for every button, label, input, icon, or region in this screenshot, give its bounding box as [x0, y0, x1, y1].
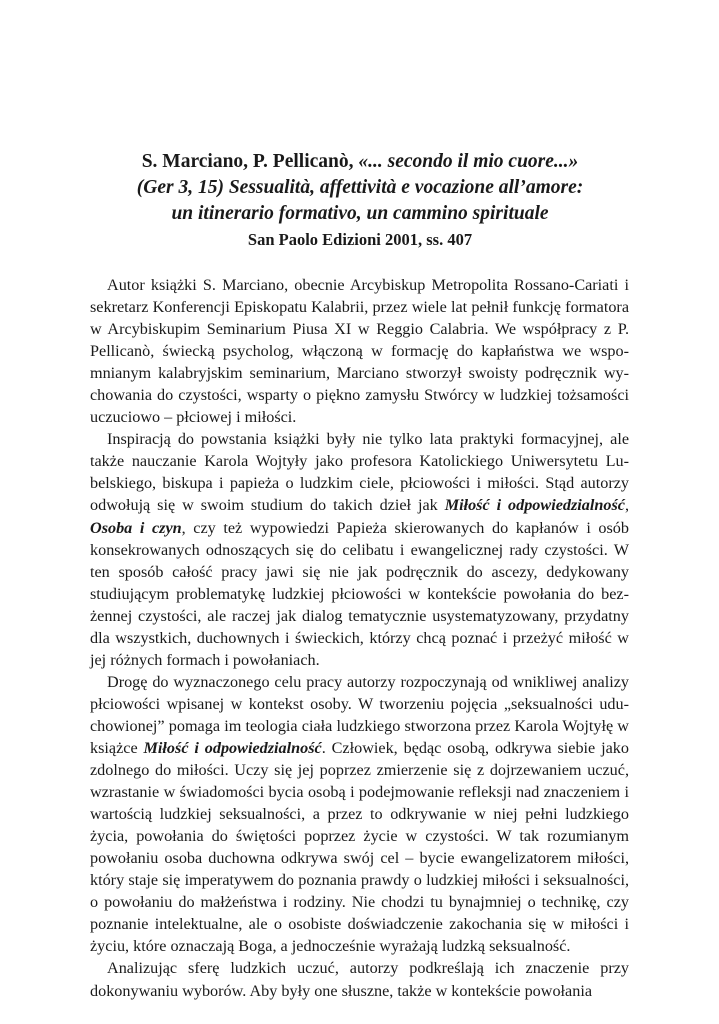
paragraph-2-text-b: ,: [624, 496, 629, 515]
paragraph-2: [90, 428, 629, 671]
work-title-milosc-2: Miłość i odpowiedzialność: [143, 738, 322, 757]
review-header: [90, 149, 630, 251]
paragraph-3-text-b: . Człowiek, będąc osobą, odkrywa siebie jako zdolnego do miłości. Uczy się jej poprzez zmierzenie się z dojrzewaniem uczuć, wzrastanie w świadomości bycia osobą i podejmowanie refleksji nad znaczeniem i wartością ludzkiej seksualności, a przez to odkrywanie w niej pełni ludzkiego życia, powołania do świętości poprzez życie w czystości. W tak rozumianym powołaniu osoba duchowna odkrywa swój cel – bycie ewangelizatorem miłości, który staje się imperatywem do poznania prawdy o ludzkiej miłości i seksualności, o powołaniu do małżeństwa i rodziny. Nie chodzi tu bynajmniej o technikę, czy poznanie intelektualne, ale o osobiste doświadczenie zakochania się w miłości i życiu, które oznaczają Boga, a jednocześnie wyrażają ludzką seksualność.: [90, 738, 629, 956]
authors: S. Marciano, P. Pellicanò,: [141, 151, 359, 172]
work-title-osoba: Osoba i czyn: [90, 518, 182, 537]
work-title-milosc: Miłość i odpowiedzialność: [444, 496, 625, 515]
review-body: [90, 274, 629, 1002]
title-line-1: [90, 149, 630, 175]
paragraph-3-text-a: Drogę do wyznaczonego celu pracy autorzy rozpoczynają od wnikliwej analizy płciowości wpisanej w kontekst osoby. W tworzeniu pojęcia „seksualności uduchowionej” pomaga im teologia ciała ludzkiego stworzona przez Karola Wojtyłę w książce: [90, 672, 629, 757]
paragraph-2-text-a: Inspiracją do powstania książki były nie tylko lata praktyki formacyjnej, ale także nauczanie Karola Wojtyły jako profesora Katolickiego Uniwersytetu Lubelskiego, biskupa i papieża o ludzkim ciele, płciowości i miłości. Stąd autorzy odwołują się w swoim studium do takich dzieł jak: [90, 430, 629, 515]
paragraph-3: [90, 671, 629, 958]
title-line-2: [90, 175, 630, 201]
paragraph-4: Analizując sferę ludzkich uczuć, autorzy podkreślają ich znaczenie przy dokonywaniu wyborów. Aby były one słuszne, także w kontekście powołania: [90, 959, 629, 1000]
publisher-info: San Paolo Edizioni 2001, ss. 407: [247, 230, 473, 249]
book-title-middle: (Ger 3, 15) Sessualità, affettività e vocazione all’amore:: [136, 177, 584, 198]
book-title-start: «... secondo il mio cuore...»: [358, 151, 579, 172]
paragraph-1: Autor książki S. Marciano, obecnie Arcybiskup Metropolita Rossano-Cariati i sekretarz Konferencji Episkopatu Kalabrii, przez wiele lat pełnił funkcję formatora w Arcybiskupim Seminarium Piusa XI w Reggio Calabria. We współpracy z P. Pellicanò, świecką psycholog, włączoną w formację do kapłaństwa we wspomnianym kalabryjskim seminarium, Marciano stworzył swoisty podręcznik wychowania do czystości, wsparty o piękno zamysłu Stwórcy w ludzkiej tożsamości uczuciowo – płciowej i miłości.: [90, 276, 629, 427]
book-title-end: un itinerario formativo, un cammino spirituale: [171, 203, 549, 224]
paragraph-2-text-c: , czy też wypowiedzi Papieża skierowanych do kapłanów i osób konsekrowanych odnoszących się do celibatu i ewangelicznej rady czystości. W ten sposób całość pracy jawi się nie jak podręcznik do ascezy, dedykowany studiującym problematykę ludzkiej płciowości w kontekście powołania do bezżennej czystości, ale raczej jak dialog tematycznie usystematyzowany, przydatny dla wszystkich, duchownych i świeckich, którzy chcą poznać i przeżyć miłość w jej różnych formach i powołaniach.: [90, 518, 629, 669]
title-line-3: [90, 201, 630, 227]
